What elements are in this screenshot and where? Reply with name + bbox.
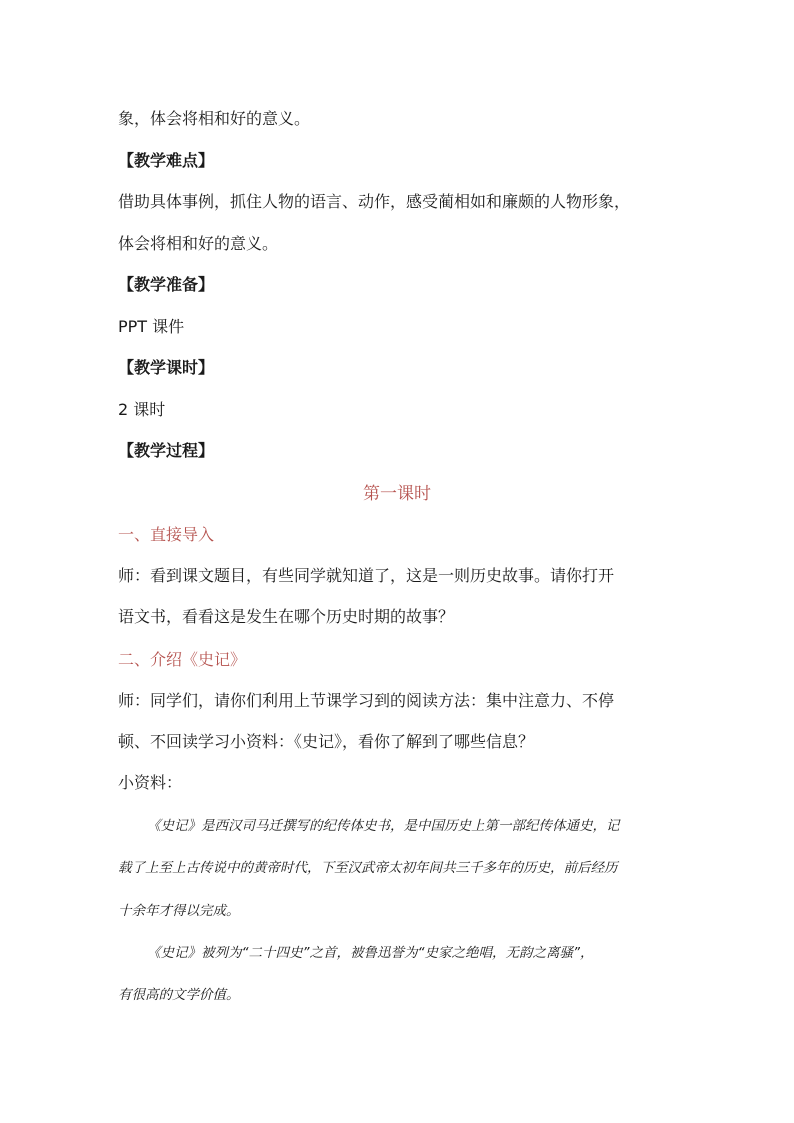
- text-line: 师：同学们，请你们利用上节课学习到的阅读方法：集中注意力、不停: [118, 691, 615, 710]
- material-text-line: 十余年才得以完成。: [118, 903, 240, 919]
- heading-teaching-preparation: 【教学准备】: [118, 275, 215, 294]
- text-line: 借助具体事例，抓住人物的语言、动作，感受蔺相如和廉颇的人物形象，: [118, 192, 631, 211]
- lesson-title: 第一课时: [363, 484, 431, 504]
- material-label: 小资料：: [118, 773, 183, 792]
- text-line: 象，体会将相和好的意义。: [118, 109, 311, 128]
- material-text-line: 载了上至上古传说中的黄帝时代，下至汉武帝太初年间共三千多年的历史，前后经历: [118, 860, 618, 876]
- material-text-line: 《史记》是西汉司马迁撰写的纪传体史书，是中国历史上第一部纪传体通史，记: [147, 818, 620, 834]
- text-line: PPT 课件: [118, 317, 185, 336]
- heading-teaching-difficulty: 【教学难点】: [118, 151, 215, 170]
- text-line: 2 课时: [118, 400, 166, 419]
- text-line: 语文书，看看这是发生在哪个历史时期的故事？: [118, 607, 455, 626]
- text-line: 顿、不回读学习小资料：《史记》，看你了解到了哪些信息？: [118, 732, 535, 751]
- heading-teaching-process: 【教学过程】: [118, 441, 215, 460]
- material-text-line: 《史记》被列为“二十四史”之首，被鲁迅誉为“史家之绝唱，无韵之离骚”，: [147, 945, 594, 961]
- text-line: 师：看到课文题目，有些同学就知道了，这是一则历史故事。请你打开: [118, 566, 615, 585]
- text-line: 体会将相和好的意义。: [118, 234, 279, 253]
- section-heading-shiji-intro: 二、介绍《史记》: [118, 650, 247, 669]
- section-heading-direct-intro: 一、直接导入: [118, 525, 215, 544]
- material-text-line: 有很高的文学价值。: [118, 987, 240, 1003]
- heading-teaching-hours: 【教学课时】: [118, 358, 215, 377]
